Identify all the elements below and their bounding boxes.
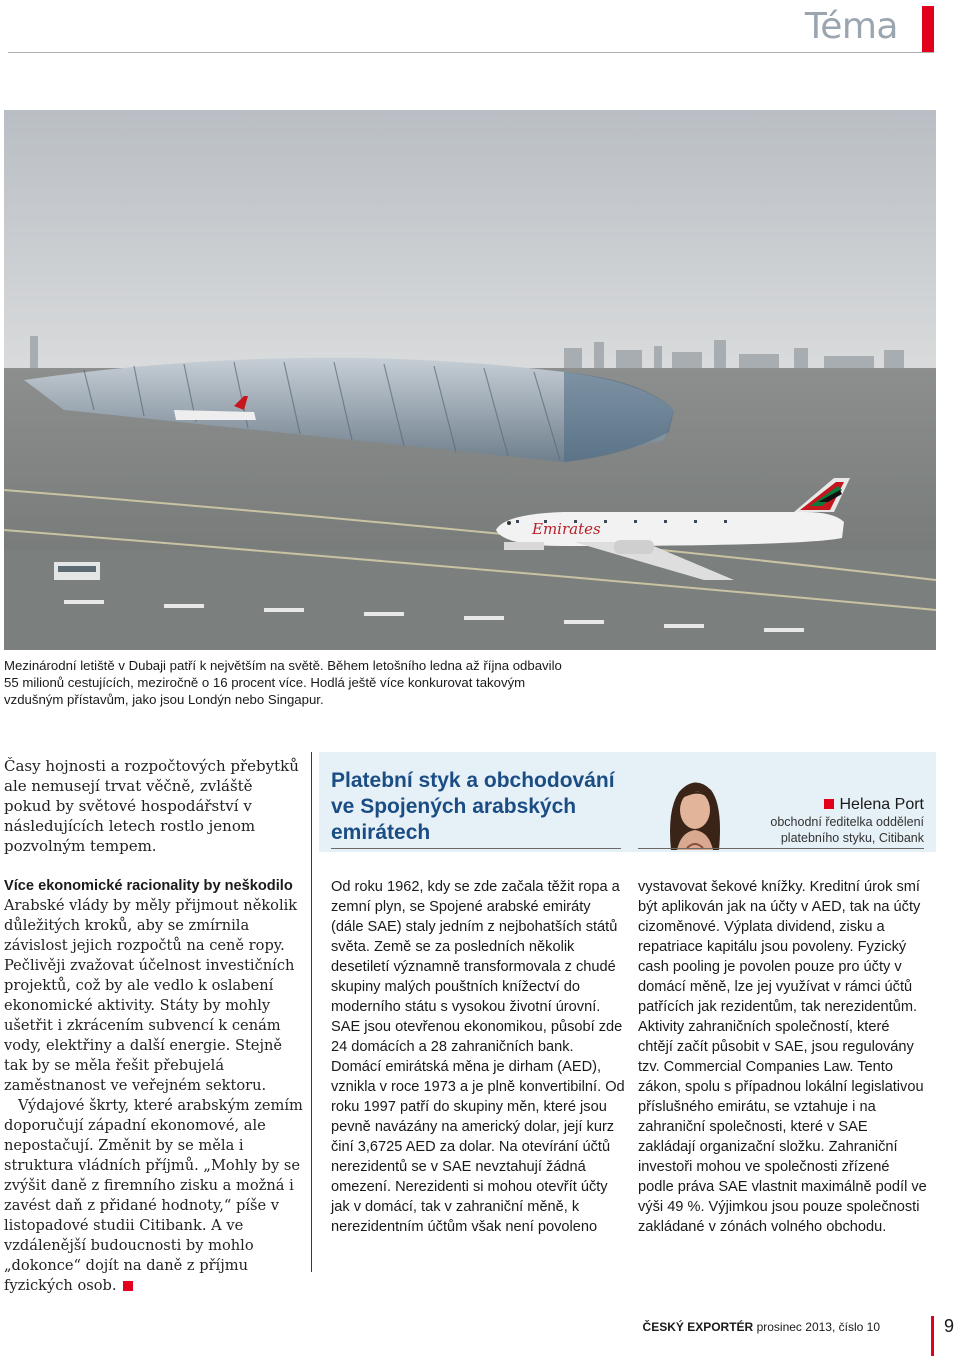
end-of-article-mark xyxy=(123,1281,133,1291)
page-number: 9 xyxy=(943,1316,954,1336)
left-article-column xyxy=(4,876,304,1296)
footer-accent-bar xyxy=(931,1316,934,1356)
lead-paragraph: Časy hojnosti a rozpočtových přebytků ale nemusejí trvat věčně, zvláště pokud by světové hospodářství v následujících letech rostlo jenom pozvolným tempem. xyxy=(4,757,299,855)
aircraft-livery-text: Emirates xyxy=(532,520,601,538)
box-title: Platební styk a obchodování ve Spojených arabských emirátech xyxy=(331,769,615,844)
box-divider xyxy=(638,848,924,849)
header-divider xyxy=(8,52,934,53)
author-credit xyxy=(770,796,924,846)
page-footer xyxy=(643,1320,880,1334)
author-name: Helena Port xyxy=(839,796,924,813)
author-role-line: obchodní ředitelka oddělení xyxy=(770,815,924,829)
box-column-2: vystavovat šekové knížky. Kreditní úrok smí být aplikován jak na účty v AED, tak na účty cizoměnové. Výplata dividend, zisku a repatriace kapitálu jsou povoleny. Fyzický cash pooling je povolen pouze pro účty v domácí měně, lze jej využívat v rámci účtů patřících jak rezidentům, tak nerezidentům. Aktivity zahraničních společností, které chtějí začít působit v SAE, jsou regulovány tzv. Commercial Companies Law. Tento zákon, spolu s případnou lokální legislativou příslušného emirátu, se vztahuje i na zahraniční společnosti, které v SAE zakládají organizační složku. Zahraniční investoři mohou ve společnosti zřízené podle práva SAE vlastnit maximálně podíl ve výši 49 %. Výjimkou jsou pouze společnosti zakládané v zónách volného obchodu. xyxy=(638,879,927,1235)
issue-info: prosinec 2013, číslo 10 xyxy=(756,1320,880,1334)
column-divider xyxy=(311,752,312,1272)
body-paragraph-text: Výdajové škrty, které arabským zemím doporučují západní ekonomové, ale nepostačují. Změnit by se měla i struktura vládních příjmů. „Mohly by se zvýšit daně z firemního zisku a možná i zavést daň z přidané hodnoty,“ píše v listopadové studii Citibank. A ve vzdálenější budoucnosti by mohlo „dokonce“ dojít na daně z příjmu fyzických osob. xyxy=(4,1097,303,1294)
magazine-name: ČESKÝ EXPORTÉR xyxy=(642,1320,754,1334)
body-paragraph xyxy=(4,1096,304,1296)
author-role-line: platebního styku, Citibank xyxy=(780,831,924,845)
author-portrait xyxy=(657,770,733,850)
bullet-square-icon xyxy=(824,799,834,809)
subheading: Více ekonomické racionality by neškodilo xyxy=(4,878,293,894)
box-column-1: Od roku 1962, kdy se zde začala těžit ropa a zemní plyn, se Spojené arabské emiráty (dále SAE) staly jedním z nejbohatších států světa. Země se za posledních několik desetiletí významně transformovala z chudé skupiny malých pouštních knížectví do moderního státu s vysokou životní úrovní. SAE jsou otevřenou ekonomikou, působí zde 24 domácích a 28 zahraničních bank. Domácí emirátská měna je dirham (AED), vznikla v roce 1973 a je plně konvertibilní. Od roku 1997 patří do skupiny měn, které jsou pevně navázány na americký dolar, její kurz činí 3,6725 AED za dolar. Na otevírání účtů nerezidentů se v SAE nevztahují žádná omezení. Nerezidenti si mohou otevřít účty jak v domácí, tak v zahraniční měně, k nerezidentním účtům však není povoleno xyxy=(331,879,625,1235)
box-divider xyxy=(331,848,621,849)
sidebar-box-header xyxy=(319,752,936,852)
section-title: Téma xyxy=(804,6,898,47)
photo-caption: Mezinárodní letiště v Dubaji patří k největším na světě. Během letošního ledna až října odbavilo 55 milionů cestujících, meziročně o 16 procent více. Hodlá ještě více konkurovat takovým vzdušným přístavům, jako jsou Londýn nebo Singapur. xyxy=(4,658,562,707)
body-paragraph: Arabské vlády by měly přijmout několik důležitých kroků, aby se zmírnila závislost jejich rozpočtů na ceně ropy. Pečlivěji zvažovat účelnost investičních projektů, což by ale vedlo k oslabení ekonomické aktivity. Státy by mohly ušetřit i zkrácením subvencí k cenám vody, elektřiny a další energie. Stejně tak by se měla řešit přebujelá zaměstnanost ve veřejném sektoru. xyxy=(4,897,298,1094)
section-accent-bar xyxy=(922,6,934,52)
airport-photo xyxy=(4,110,936,650)
